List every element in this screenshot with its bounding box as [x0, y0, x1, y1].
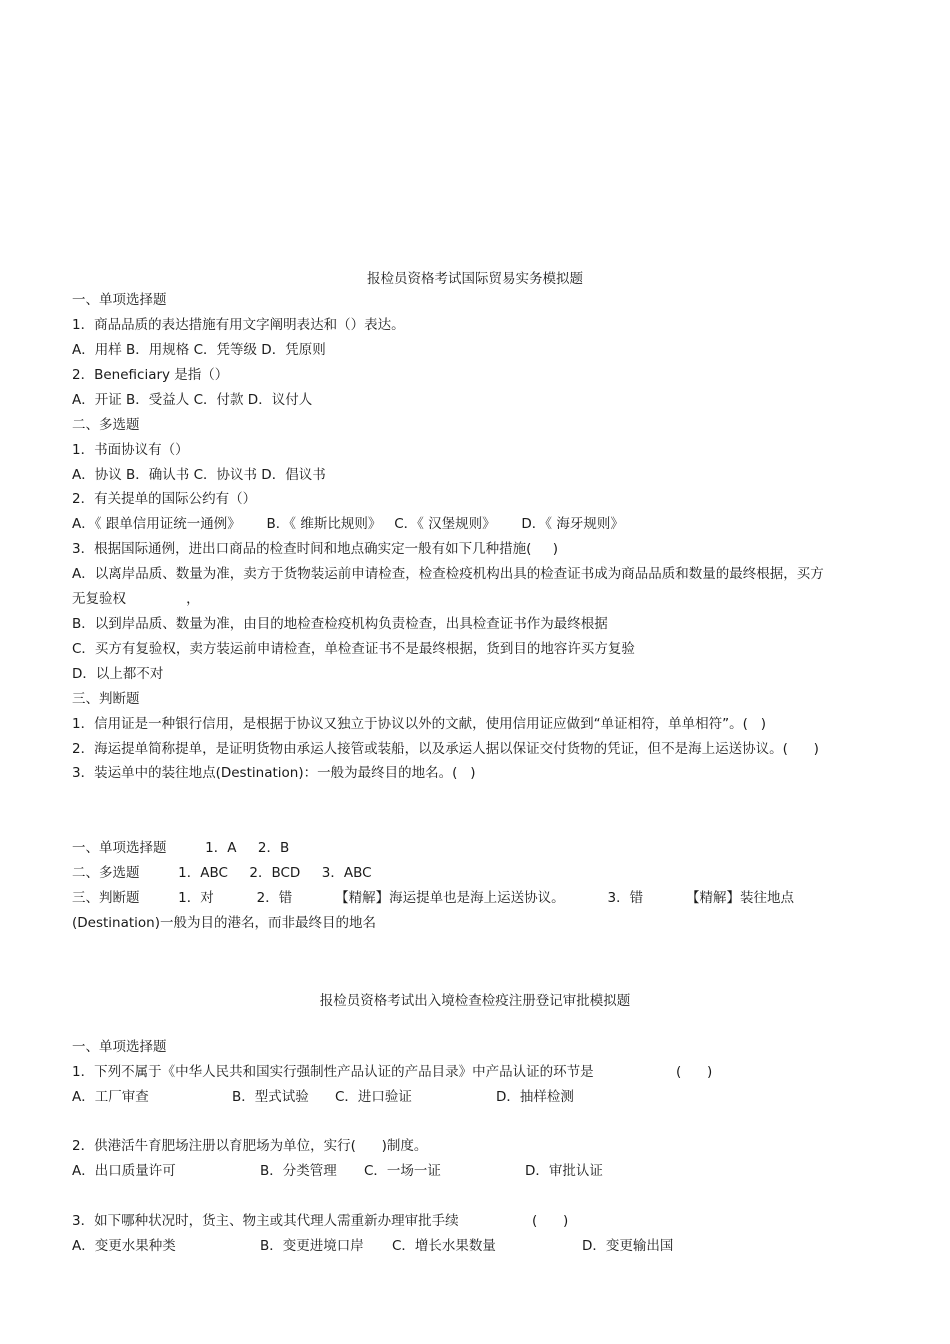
question-text: 3．如下哪种状况时，货主、物主或其代理人需重新办理审批手续: [72, 1213, 459, 1229]
question-options: A．开证 B．受益人 C．付款 D．议付人: [72, 392, 313, 408]
question-text: 3．装运单中的装往地点(Destination)：一般为最终目的地名。( ): [72, 765, 476, 781]
answer-line: 二、多选题 1．ABC 2．BCD 3．ABC: [72, 865, 372, 881]
heading-single-choice: 一、单项选择题: [72, 1039, 167, 1055]
document-title-trade: 报检员资格考试国际贸易实务模拟题: [367, 271, 583, 287]
answer-line: (Destination)一般为目的港名，而非最终目的地名: [72, 915, 376, 931]
question-text: 3．根据国际通例，进出口商品的检查时间和地点确实定一般有如下几种措施( ): [72, 541, 559, 557]
question-text: 2．海运提单简称提单，是证明货物由承运人接管或装船，以及承运人据以保证交付货物的凭证，但不是海上运送协议。( ): [72, 741, 819, 757]
question-text: 1．书面协议有（）: [72, 442, 189, 458]
question-text: 1．商品品质的表达措施有用文字阐明表达和（）表达。: [72, 317, 405, 333]
option-a: A．变更水果种类: [72, 1238, 176, 1254]
question-option-c: C．买方有复验权，卖方装运前申请检查，单检查证书不是最终根据，货到目的地容许买方复验: [72, 641, 635, 657]
answer-line: 三、判断题 1．对 2．错 【精解】海运提单也是海上运送协议。 3．错 【精解】装往地点: [72, 890, 795, 906]
answer-paren: ( ): [676, 1064, 713, 1080]
question-options: A．协议 B．确认书 C．协议书 D．倡议书: [72, 467, 326, 483]
question-text: 2．供港活牛育肥场注册以育肥场为单位，实行( )制度。: [72, 1138, 428, 1154]
heading-single-choice: 一、单项选择题: [72, 292, 167, 308]
option-b: B．变更进境口岸: [260, 1238, 364, 1254]
option-b: B．分类管理: [260, 1163, 337, 1179]
document-title-inspection: 报检员资格考试出入境检查检疫注册登记审批模拟题: [319, 993, 631, 1009]
option-a: A．工厂审查: [72, 1089, 149, 1105]
option-c: C．增长水果数量: [392, 1238, 496, 1254]
option-b: B．型式试验: [232, 1089, 309, 1105]
option-c: C．一场一证: [364, 1163, 441, 1179]
question-text: 2．Beneficiary 是指（）: [72, 367, 229, 383]
question-option-d: D．以上都不对: [72, 666, 164, 682]
option-d: D．变更输出国: [582, 1238, 674, 1254]
option-a: A．出口质量许可: [72, 1163, 176, 1179]
question-text: 1．下列不属于《中华人民共和国实行强制性产品认证的产品目录》中产品认证的环节是: [72, 1064, 594, 1080]
question-text: 2．有关提单的国际公约有（）: [72, 491, 257, 507]
heading-multiple-choice: 二、多选题: [72, 417, 140, 433]
option-d: D．审批认证: [525, 1163, 603, 1179]
question-options: A．《 跟单信用证统一通例》 B．《 维斯比规则》 C．《 汉堡规则》 D．《 海牙规则》: [72, 516, 624, 532]
question-options: A．用样 B．用规格 C．凭等级 D．凭原则: [72, 342, 326, 358]
question-option-b: B．以到岸品质、数量为准，由目的地检查检疫机构负责检查，出具检查证书作为最终根据: [72, 616, 608, 632]
answer-paren: ( ): [532, 1213, 569, 1229]
heading-true-false: 三、判断题: [72, 691, 140, 707]
question-option-a: A．以离岸品质、数量为准，卖方于货物装运前申请检查，检查检疫机构出具的检查证书成为商品品质和数量的最终根据，买方: [72, 566, 824, 582]
option-d: D．抽样检测: [496, 1089, 574, 1105]
question-option-a-continued: 无复验权 ，: [72, 591, 200, 607]
answer-line: 一、单项选择题 1．A 2．B: [72, 840, 290, 856]
question-text: 1．信用证是一种银行信用，是根据于协议又独立于协议以外的文献，使用信用证应做到“单证相符，单单相符”。( ): [72, 716, 766, 732]
option-c: C．进口验证: [335, 1089, 412, 1105]
